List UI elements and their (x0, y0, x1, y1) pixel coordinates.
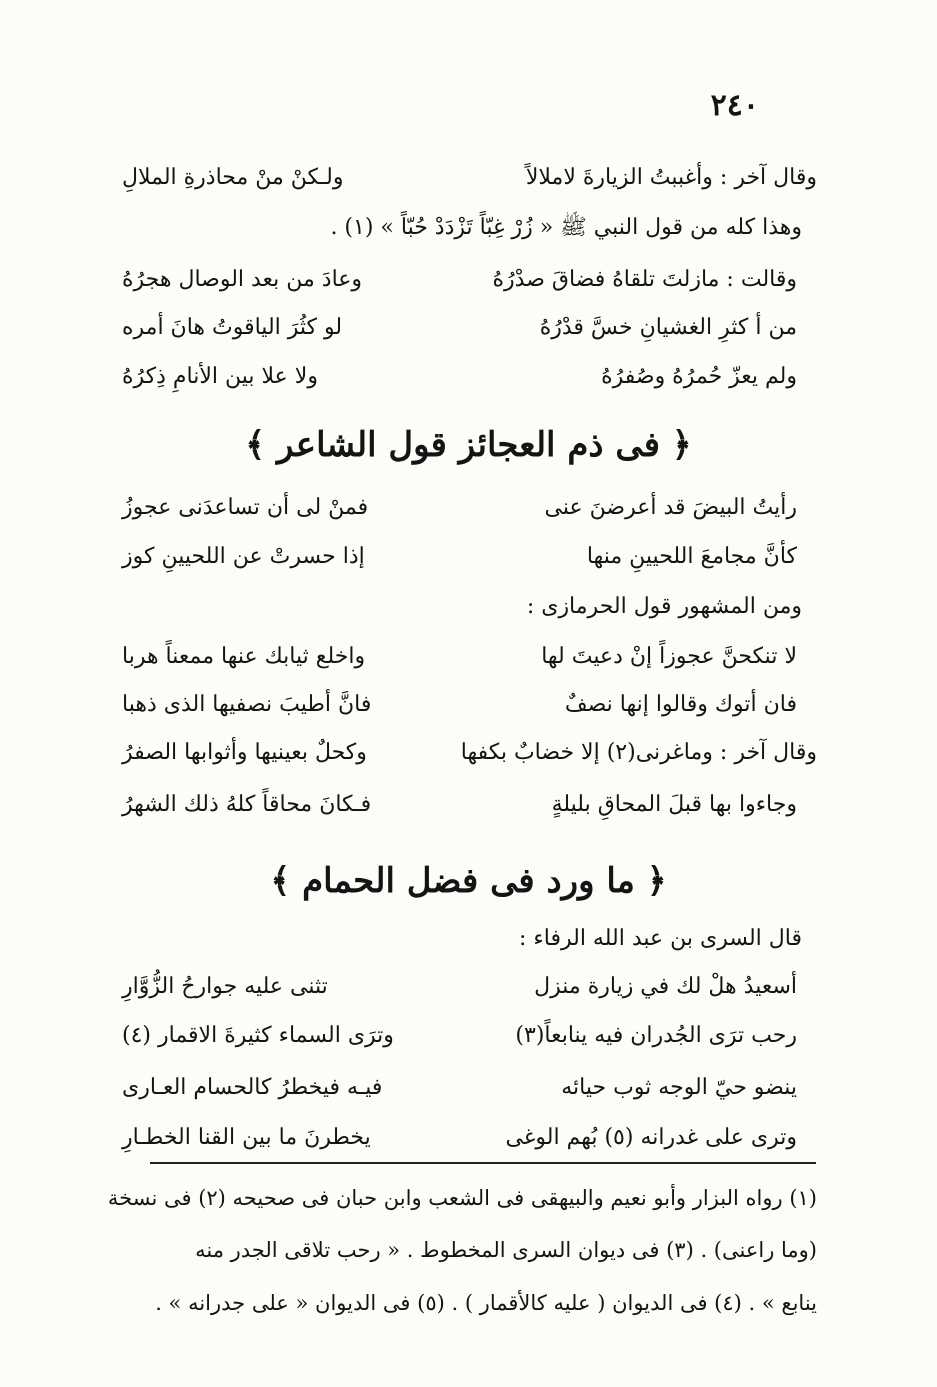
footnote-divider (150, 1162, 816, 1164)
verse-first-hemistich: وقال آخر : وأغببتُ الزيارةَ لاملالاً (525, 165, 817, 190)
verse-second-hemistich: واخلع ثيابك عنها ممعناً هربا (122, 644, 366, 669)
verse-first-hemistich: رحب ترَى الجُدران فيه ينابعاً(٣) (515, 1023, 797, 1048)
verse-second-hemistich: وترَى السماء كثيرةَ الاقمار (٤) (122, 1023, 394, 1048)
verse-second-hemistich: فانَّ أطيبَ نصفيها الذى ذهبا (122, 692, 372, 717)
verse-second-hemistich: ولـكنْ منْ محاذرةِ الملالِ (122, 165, 344, 190)
verse-first-hemistich: ولم يعزّ حُمرُهُ وصُفرُهُ (601, 364, 797, 389)
verse-a-1 (122, 265, 797, 295)
verse-d-4 (122, 1123, 797, 1153)
footnote-line: (١) رواه البزار وأبو نعيم والبيهقى فى الشعب وابن حبان فى صحيحه (٢) فى نسخة (107, 1186, 817, 1210)
verse-second-hemistich: وكحلٌ بعينيها وأثوابها الصفرُ (122, 740, 367, 765)
verse-first-hemistich: كأنَّ مجامعَ اللحيينِ منها (586, 544, 797, 569)
page-number: ٢٤٠ (710, 88, 759, 123)
verse-c-3 (122, 738, 817, 768)
verse-second-hemistich: وعادَ من بعد الوصال هجرُهُ (122, 267, 363, 292)
section-heading-old-women: ﴿ فى ذم العجائز قول الشاعر ﴾ (245, 425, 692, 465)
verse-intro-1 (122, 163, 817, 193)
verse-first-hemistich: أسعيدُ هلْ لك في زيارة منزل (534, 974, 797, 999)
verse-first-hemistich: وقالت : مازلتَ تلقاهُ فضاقَ صدْرُهُ (492, 267, 797, 292)
verse-c-1 (122, 642, 797, 672)
verse-d-3 (122, 1073, 797, 1103)
section-heading-bath: ﴿ ما ورد فى فضل الحمام ﴾ (270, 861, 667, 901)
verse-first-hemistich: فان أتوك وقالوا إنها نصفٌ (564, 692, 797, 717)
verse-second-hemistich: فيـه فيخطرُ كالحسام العـارى (122, 1075, 383, 1100)
verse-second-hemistich: تثنى عليه جوارحُ الزُّوَّارِ (122, 974, 328, 999)
verse-first-hemistich: وقال آخر : وماغرنى(٢) إلا خضابٌ بكفها (460, 740, 817, 765)
footnote-line: ينابع » . (٤) فى الديوان ( عليه كالأقمار ) . (٥) فى الديوان « على جدرانه » . (155, 1291, 817, 1315)
verse-second-hemistich: فـكانَ محاقاً كلهُ ذلك الشهرُ (122, 792, 372, 817)
hadith-line: وهذا كله من قول النبي ﷺ « زُرْ غِبّاً تَزْدَدْ حُبّاً » (١) . (330, 215, 802, 240)
verse-a-3 (122, 362, 797, 392)
verse-d-1 (122, 972, 797, 1002)
verse-second-hemistich: ولا علا بين الأنامِ ذِكرُهُ (122, 364, 318, 389)
verse-c-2 (122, 690, 797, 720)
verse-d-2 (122, 1021, 797, 1051)
verse-first-hemistich: وجاءوا بها قبلَ المحاقِ بليلةٍ (551, 792, 797, 817)
verse-first-hemistich: ينضو حيّ الوجه ثوب حيائه (561, 1075, 797, 1100)
verse-b-1 (122, 493, 797, 523)
footnote-line: (وما راعنى) . (٣) فى ديوان السرى المخطوط . « رحب تلاقى الجدر منه (195, 1238, 817, 1262)
verse-second-hemistich: إذا حسرتْ عن اللحيينِ كوز (122, 544, 365, 569)
verse-first-hemistich: لا تنكحنَّ عجوزاً إنْ دعيتَ لها (541, 644, 797, 669)
verse-first-hemistich: من أ كثرِ الغشيانِ خسَّ قدْرُهُ (539, 315, 797, 340)
verse-c-4 (122, 790, 797, 820)
verse-second-hemistich: لو كثُرَ الياقوتُ هانَ أمره (122, 315, 343, 340)
verse-b-2 (122, 542, 797, 572)
verse-second-hemistich: فمنْ لى أن تساعدَنى عجوزُ (122, 495, 369, 520)
verse-first-hemistich: رأيتُ البيضَ قد أعرضنَ عنى (544, 495, 797, 520)
attribution-line: ومن المشهور قول الحرمازى : (526, 594, 802, 619)
attribution-line: قال السرى بن عبد الله الرفاء : (519, 926, 802, 951)
verse-a-2 (122, 313, 797, 343)
verse-second-hemistich: يخطرنَ ما بين القنا الخطـارِ (122, 1125, 371, 1150)
verse-first-hemistich: وترى على غدرانه (٥) بُهم الوغى (505, 1125, 797, 1150)
